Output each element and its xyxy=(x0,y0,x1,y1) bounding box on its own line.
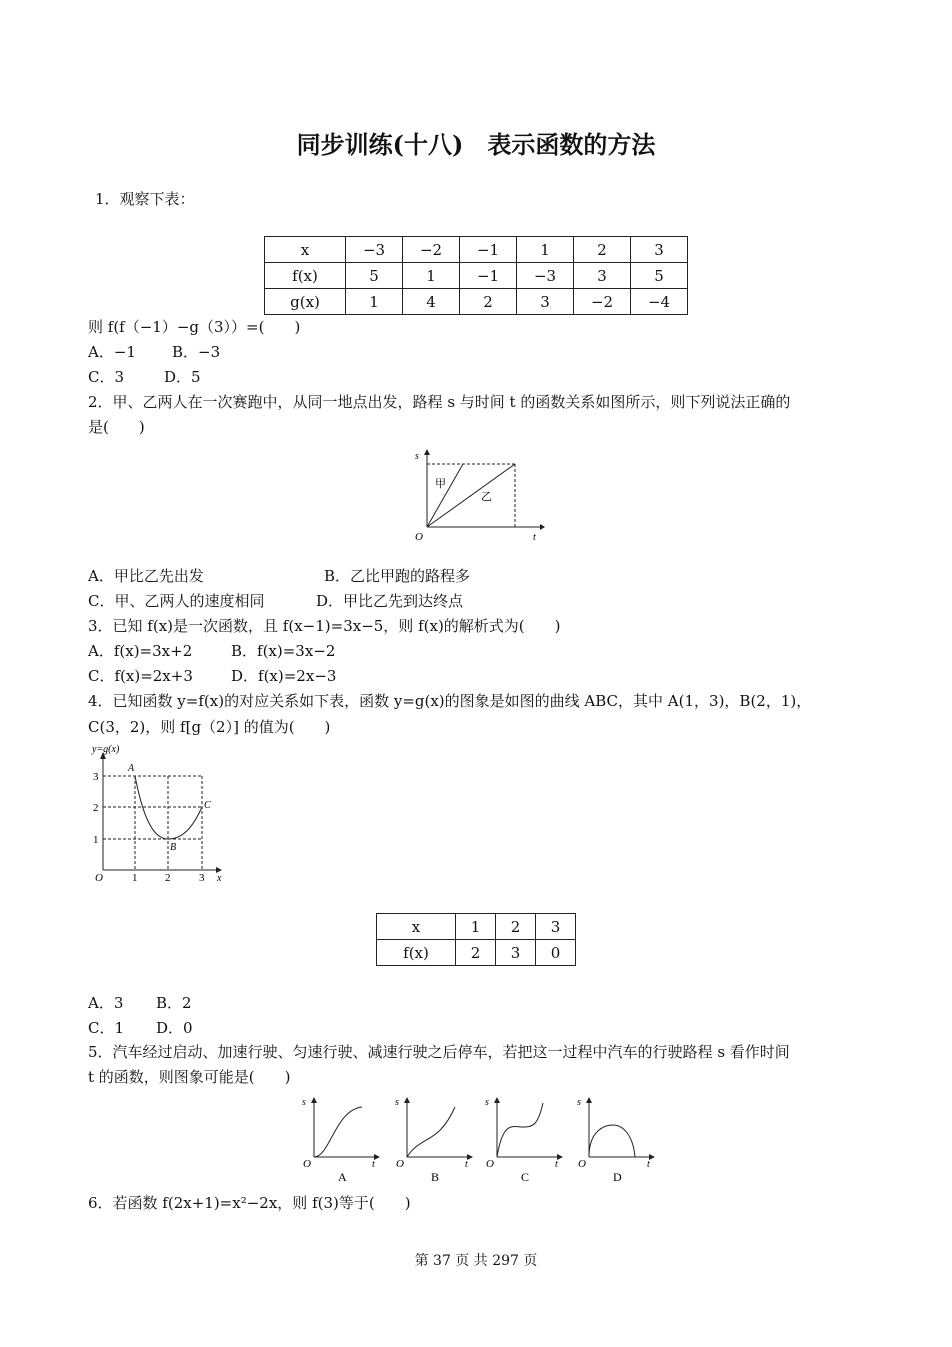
x-tick: 2 xyxy=(165,872,171,884)
q2-option-d: D．甲比乙先到达终点 xyxy=(316,592,464,610)
t-axis-arrow xyxy=(467,1154,473,1160)
q1-stem: 1．观察下表： xyxy=(95,190,195,208)
t-axis-arrow xyxy=(557,1154,563,1160)
table-cell: 1 xyxy=(346,289,403,315)
table-cell: −3 xyxy=(346,237,403,263)
q1-option-c: C．3 xyxy=(88,368,125,386)
table-cell: 5 xyxy=(346,263,403,289)
curve xyxy=(497,1103,543,1157)
graph-label: A xyxy=(338,1170,347,1184)
table-cell: 5 xyxy=(631,263,688,289)
q4-option-a: A．3 xyxy=(88,994,124,1012)
table-cell: 0 xyxy=(536,940,576,966)
q3-option-d: D．f(x)=2x−3 xyxy=(231,667,337,685)
origin-label: O xyxy=(486,1158,494,1170)
origin-label: O xyxy=(303,1158,311,1170)
graph-label: B xyxy=(431,1170,440,1184)
q5-stem-line1: 5．汽车经过启动、加速行驶、匀速行驶、减速行驶之后停车，若把这一过程中汽车的行驶路程 s 看作时间 xyxy=(88,1043,790,1061)
table-row xyxy=(265,237,688,263)
y-tick: 2 xyxy=(93,802,99,814)
grid-lines xyxy=(103,776,202,870)
yi-label: 乙 xyxy=(481,491,492,503)
table-row xyxy=(377,914,576,940)
y-axis-label: y=g(x) xyxy=(92,744,120,755)
jia-label: 甲 xyxy=(435,478,446,490)
q5-graph-b xyxy=(393,1095,478,1187)
s-label: s xyxy=(485,1097,489,1108)
line-yi xyxy=(427,464,515,527)
q3-option-b: B．f(x)=3x−2 xyxy=(231,642,336,660)
q2-graph xyxy=(405,445,545,550)
table-row xyxy=(265,263,688,289)
page-footer: 第 37 页 共 297 页 xyxy=(414,1253,538,1269)
q1-option-a: A．−1 xyxy=(88,343,136,361)
q5-stem-line2: t 的函数，则图象可能是( ) xyxy=(88,1068,291,1086)
q5-graph-a xyxy=(300,1095,385,1187)
q5-graph-d xyxy=(575,1095,660,1187)
origin-label: O xyxy=(95,872,103,884)
t-label: t xyxy=(555,1159,558,1170)
q4-option-c: C．1 xyxy=(88,1019,125,1037)
q1-ask: 则 f(f（−1）−g（3））=( ) xyxy=(88,318,301,336)
table-cell: x xyxy=(265,237,346,263)
point-b-label: B xyxy=(170,842,177,853)
graph-label: D xyxy=(613,1170,622,1184)
table-cell: 1 xyxy=(456,914,496,940)
q2-option-b: B．乙比甲跑的路程多 xyxy=(324,567,471,585)
table-cell: x xyxy=(377,914,456,940)
x-tick: 3 xyxy=(199,872,205,884)
t-label: t xyxy=(372,1159,375,1170)
s-label: s xyxy=(577,1097,581,1108)
table-cell: 4 xyxy=(403,289,460,315)
table-cell: 2 xyxy=(574,237,631,263)
q5-graph-c xyxy=(483,1095,568,1187)
s-axis-arrow xyxy=(586,1097,592,1103)
t-label: t xyxy=(533,532,536,543)
point-a-label: A xyxy=(128,763,135,774)
q2-option-a: A．甲比乙先出发 xyxy=(88,567,204,585)
table-cell: f(x) xyxy=(377,940,456,966)
s-label: s xyxy=(415,451,419,462)
q3-option-a: A．f(x)=3x+2 xyxy=(88,642,193,660)
y-tick: 1 xyxy=(93,834,99,846)
table-cell: 2 xyxy=(496,914,536,940)
table-cell: 1 xyxy=(403,263,460,289)
q6-stem: 6．若函数 f(2x+1)=x²−2x，则 f(3)等于( ) xyxy=(88,1194,411,1212)
table-cell: −2 xyxy=(574,289,631,315)
table-cell: 3 xyxy=(574,263,631,289)
table-cell: 3 xyxy=(536,914,576,940)
t-label: t xyxy=(465,1159,468,1170)
t-axis-arrow xyxy=(540,524,545,530)
origin-label: O xyxy=(578,1158,586,1170)
q4-option-d: D．0 xyxy=(156,1019,193,1037)
table-cell: f(x) xyxy=(265,263,346,289)
q4-stem-line2: C(3，2)，则 f[g（2）] 的值为( ) xyxy=(88,718,331,736)
q1-table xyxy=(264,236,688,315)
q3-option-c: C．f(x)=2x+3 xyxy=(88,667,193,685)
graph-label: C xyxy=(521,1170,530,1184)
table-cell: −4 xyxy=(631,289,688,315)
t-axis-arrow xyxy=(649,1154,655,1160)
x-tick: 1 xyxy=(132,872,138,884)
q1-option-b: B．−3 xyxy=(172,343,221,361)
q1-option-d: D．5 xyxy=(164,368,201,386)
curve xyxy=(589,1125,635,1157)
table-cell: −3 xyxy=(517,263,574,289)
t-label: t xyxy=(647,1159,650,1170)
q2-stem-line1: 2．甲、乙两人在一次赛跑中，从同一地点出发，路程 s 与时间 t 的函数关系如图所示，则下列说法正确的 xyxy=(88,393,791,411)
y-tick: 3 xyxy=(93,771,99,783)
table-row xyxy=(265,289,688,315)
page-title: 同步训练(十八) 表示函数的方法 xyxy=(296,130,656,159)
q4-stem-line1: 4．已知函数 y=f(x)的对应关系如下表，函数 y=g(x)的图象是如图的曲线 ABC，其中 A(1，3)，B(2，1)， xyxy=(88,692,812,710)
s-label: s xyxy=(395,1097,399,1108)
s-axis-arrow xyxy=(311,1097,317,1103)
q4-graph xyxy=(88,742,233,887)
curve xyxy=(407,1107,455,1157)
curve xyxy=(314,1107,362,1157)
table-cell: 3 xyxy=(517,289,574,315)
s-axis-arrow xyxy=(494,1097,500,1103)
q4-table xyxy=(376,913,576,966)
s-label: s xyxy=(302,1097,306,1108)
q3-stem: 3．已知 f(x)是一次函数，且 f(x−1)=3x−5，则 f(x)的解析式为( ) xyxy=(88,617,561,635)
table-cell: 1 xyxy=(517,237,574,263)
q4-option-b: B．2 xyxy=(156,994,192,1012)
table-cell: 3 xyxy=(631,237,688,263)
table-cell: −1 xyxy=(460,237,517,263)
origin-label: O xyxy=(415,531,423,543)
table-cell: −1 xyxy=(460,263,517,289)
table-cell: 2 xyxy=(456,940,496,966)
x-axis-label: x xyxy=(217,873,222,884)
t-axis-arrow xyxy=(374,1154,380,1160)
origin-label: O xyxy=(396,1158,404,1170)
table-row xyxy=(377,940,576,966)
line-jia xyxy=(427,464,463,527)
table-cell: 3 xyxy=(496,940,536,966)
table-cell: g(x) xyxy=(265,289,346,315)
s-axis-arrow xyxy=(424,449,430,455)
table-cell: −2 xyxy=(403,237,460,263)
table-cell: 2 xyxy=(460,289,517,315)
point-c-label: C xyxy=(204,800,211,811)
q2-option-c: C．甲、乙两人的速度相同 xyxy=(88,592,265,610)
s-axis-arrow xyxy=(404,1097,410,1103)
q2-stem-line2: 是( ) xyxy=(88,418,145,436)
